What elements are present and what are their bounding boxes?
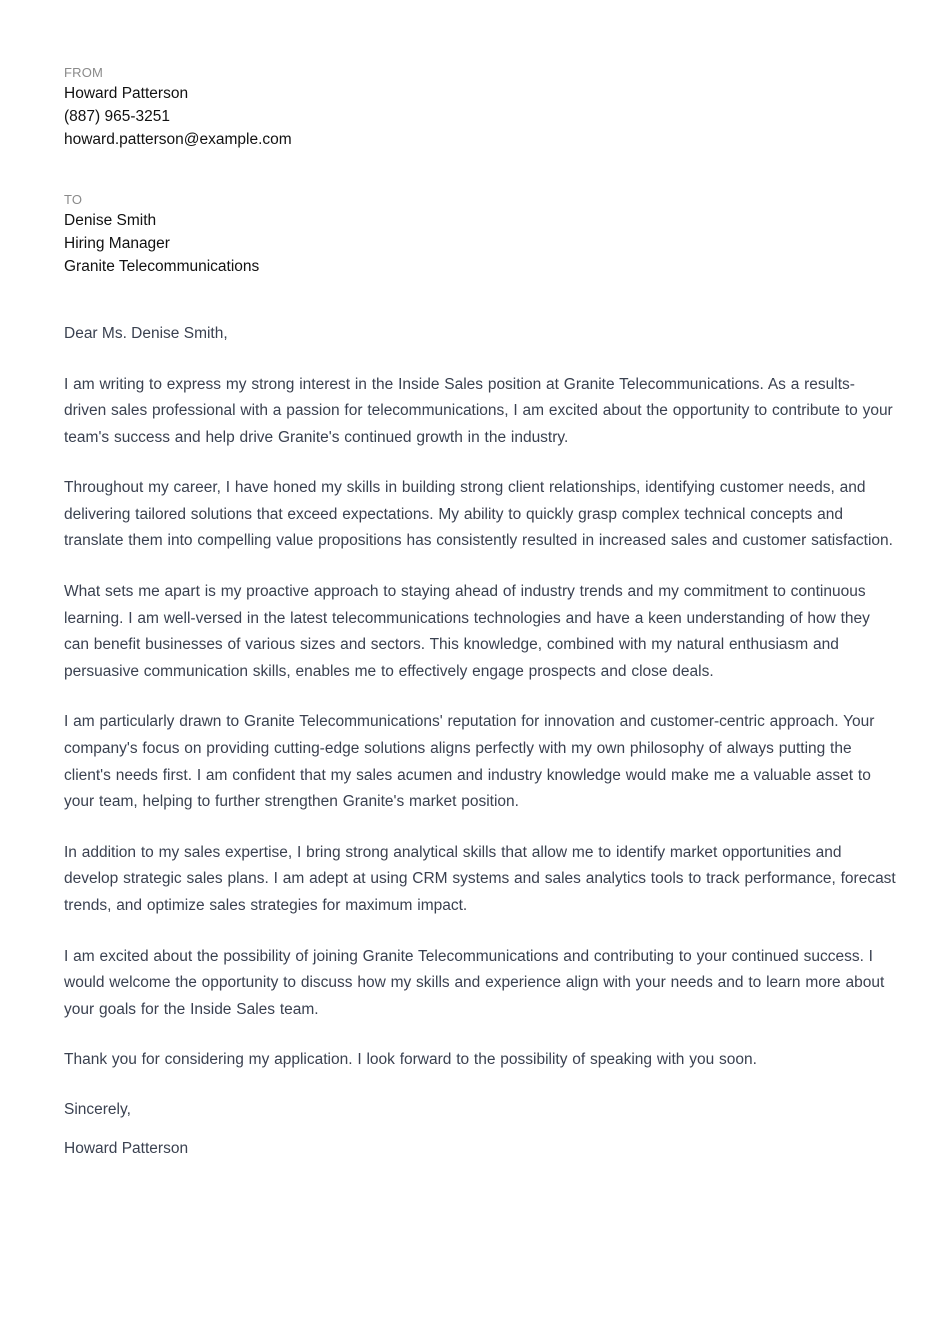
sender-phone: (887) 965-3251 <box>64 108 170 125</box>
body-paragraph-1: I am writing to express my strong interest in the Inside Sales position at Granite Telecommunications. As a results-driven sales professional with a passion for telecommunications, I am excited about the opportunity to contribute to your team's success and help drive Granite's continued growth in the industry. <box>64 375 893 446</box>
recipient-company: Granite Telecommunications <box>64 258 260 275</box>
sender-name: Howard Patterson <box>64 85 189 102</box>
body-paragraph-2: Throughout my career, I have honed my skills in building strong client relationships, identifying customer needs, and delivering tailored solutions that exceed expectations. My ability to quickly grasp complex technical concepts and translate them into compelling value propositions has consistently resulted in increased sales and customer satisfaction. <box>64 479 893 550</box>
cover-letter-page <box>64 64 896 1163</box>
sender-email: howard.patterson@example.com <box>64 131 292 148</box>
recipient-block <box>64 191 896 278</box>
body-paragraph-3: What sets me apart is my proactive approach to staying ahead of industry trends and my commitment to continuous learning. I am well-versed in the latest telecommunications technologies and have a keen understanding of how they can benefit businesses of various sizes and sectors. This knowledge, combined with my natural enthusiasm and persuasive communication skills, enables me to effectively engage prospects and close deals. <box>64 583 870 680</box>
body-paragraph-4: I am particularly drawn to Granite Telecommunications' reputation for innovation and customer-centric approach. Your company's focus on providing cutting-edge solutions aligns perfectly with my own philosophy of always putting the client's needs first. I am confident that my sales acumen and industry knowledge would make me a valuable asset to your team, helping to further strengthen Granite's market position. <box>64 713 875 811</box>
recipient-name: Denise Smith <box>64 212 157 229</box>
salutation: Dear Ms. Denise Smith, <box>64 325 228 342</box>
body-paragraph-5: In addition to my sales expertise, I bring strong analytical skills that allow me to identify market opportunities and develop strategic sales plans. I am adept at using CRM systems and sales analytics tools to track performance, forecast trends, and optimize sales strategies for maximum impact. <box>64 843 896 914</box>
sender-block <box>64 64 896 151</box>
closing: Sincerely, <box>64 1100 131 1118</box>
signature: Howard Patterson <box>64 1140 189 1158</box>
recipient-title: Hiring Manager <box>64 235 170 252</box>
from-label: FROM <box>64 65 104 80</box>
body-paragraph-7: Thank you for considering my application. I look forward to the possibility of speaking with you soon. <box>64 1051 757 1069</box>
body-paragraph-6: I am excited about the possibility of joining Granite Telecommunications and contributing to your continued success. I would welcome the opportunity to discuss how my skills and experience align with your needs and to learn more about your goals for the Inside Sales team. <box>64 947 885 1018</box>
to-label: TO <box>64 192 83 207</box>
